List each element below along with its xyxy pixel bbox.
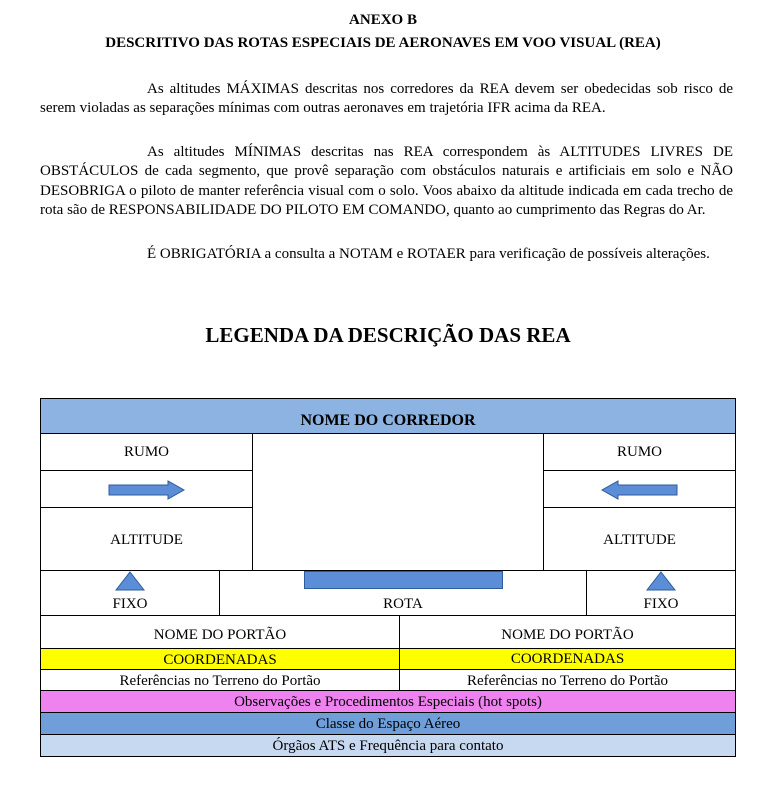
coordinates-right-cell <box>399 648 736 670</box>
altitude-left-label: ALTITUDE <box>110 532 183 548</box>
paragraph-min-altitudes <box>40 143 733 221</box>
fix-left-cell <box>40 570 220 616</box>
gate-name-left-cell <box>40 615 400 649</box>
coordinates-right-label: COORDENADAS <box>510 651 625 667</box>
gate-name-right-label: NOME DO PORTÃO <box>501 627 634 643</box>
paragraph-max-altitudes-text: As altitudes MÁXIMAS descritas nos corredores da REA devem ser obedecidas sob risco de serem violadas as separações mínimas com outras aeronaves em trajetória IFR acima da REA. <box>40 81 733 117</box>
route-cell <box>219 570 587 616</box>
annex-label: ANEXO B <box>349 12 417 28</box>
ground-ref-right-cell <box>399 669 736 691</box>
ground-ref-right-label: Referências no Terreno do Portão <box>466 673 669 689</box>
corridor-name-label: NOME DO CORREDOR <box>300 412 476 429</box>
document-title: DESCRITIVO DAS ROTAS ESPECIAIS DE AERONAVES EM VOO VISUAL (REA) <box>105 35 661 51</box>
arrow-right-icon <box>108 480 186 500</box>
altitude-right-cell <box>543 507 736 571</box>
paragraph-max-altitudes <box>40 80 733 119</box>
gate-name-right-cell <box>399 615 736 649</box>
ats-units-cell <box>40 734 736 757</box>
route-label: ROTA <box>383 596 423 612</box>
heading-left-cell <box>40 433 253 471</box>
fix-right-label: FIXO <box>643 596 679 612</box>
altitude-left-cell <box>40 507 253 571</box>
ground-ref-left-cell <box>40 669 400 691</box>
arrow-left-icon <box>600 480 678 500</box>
gate-name-left-label: NOME DO PORTÃO <box>153 627 287 643</box>
airspace-class-label: Classe do Espaço Aéreo <box>315 716 461 732</box>
heading-right-label: RUMO <box>616 444 662 460</box>
route-bar <box>304 571 503 589</box>
altitude-right-label: ALTITUDE <box>603 532 676 548</box>
fix-left-label: FIXO <box>112 596 148 612</box>
observations-label: Observações e Procedimentos Especiais (hot spots) <box>234 694 542 710</box>
paragraph-notam <box>40 245 733 264</box>
center-blank-cell <box>252 433 544 571</box>
ground-ref-left-label: Referências no Terreno do Portão <box>119 673 321 689</box>
triangle-up-icon <box>114 571 146 591</box>
fix-right-cell <box>586 570 736 616</box>
legend-title: LEGENDA DA DESCRIÇÃO DAS REA <box>205 323 571 347</box>
observations-cell <box>40 690 736 713</box>
heading-right-arrow-cell <box>543 470 736 508</box>
paragraph-notam-text: É OBRIGATÓRIA a consulta a NOTAM e ROTAER para verificação de possíveis alterações. <box>147 246 710 262</box>
heading-left-arrow-cell <box>40 470 253 508</box>
coordinates-left-label: COORDENADAS <box>163 652 277 668</box>
triangle-up-icon <box>645 571 677 591</box>
corridor-name-cell <box>40 398 736 434</box>
ats-units-label: Órgãos ATS e Frequência para contato <box>272 738 504 754</box>
heading-right-cell <box>543 433 736 471</box>
airspace-class-cell <box>40 712 736 735</box>
heading-left-label: RUMO <box>123 444 169 460</box>
coordinates-left-cell <box>40 648 400 670</box>
paragraph-min-altitudes-text: As altitudes MÍNIMAS descritas nas REA correspondem às ALTITUDES LIVRES DE OBSTÁCULOS de cada segmento, que provê separação com obstáculos naturais e artificiais em solo e NÃO DESOBRIGA o piloto de manter referência visual com o solo. Voos abaixo da altitude indicada em cada trecho de rota são de RESPONSABILIDADE DO PILOTO EM COMANDO, quanto ao cumprimento das Regras do Ar. <box>40 144 733 219</box>
